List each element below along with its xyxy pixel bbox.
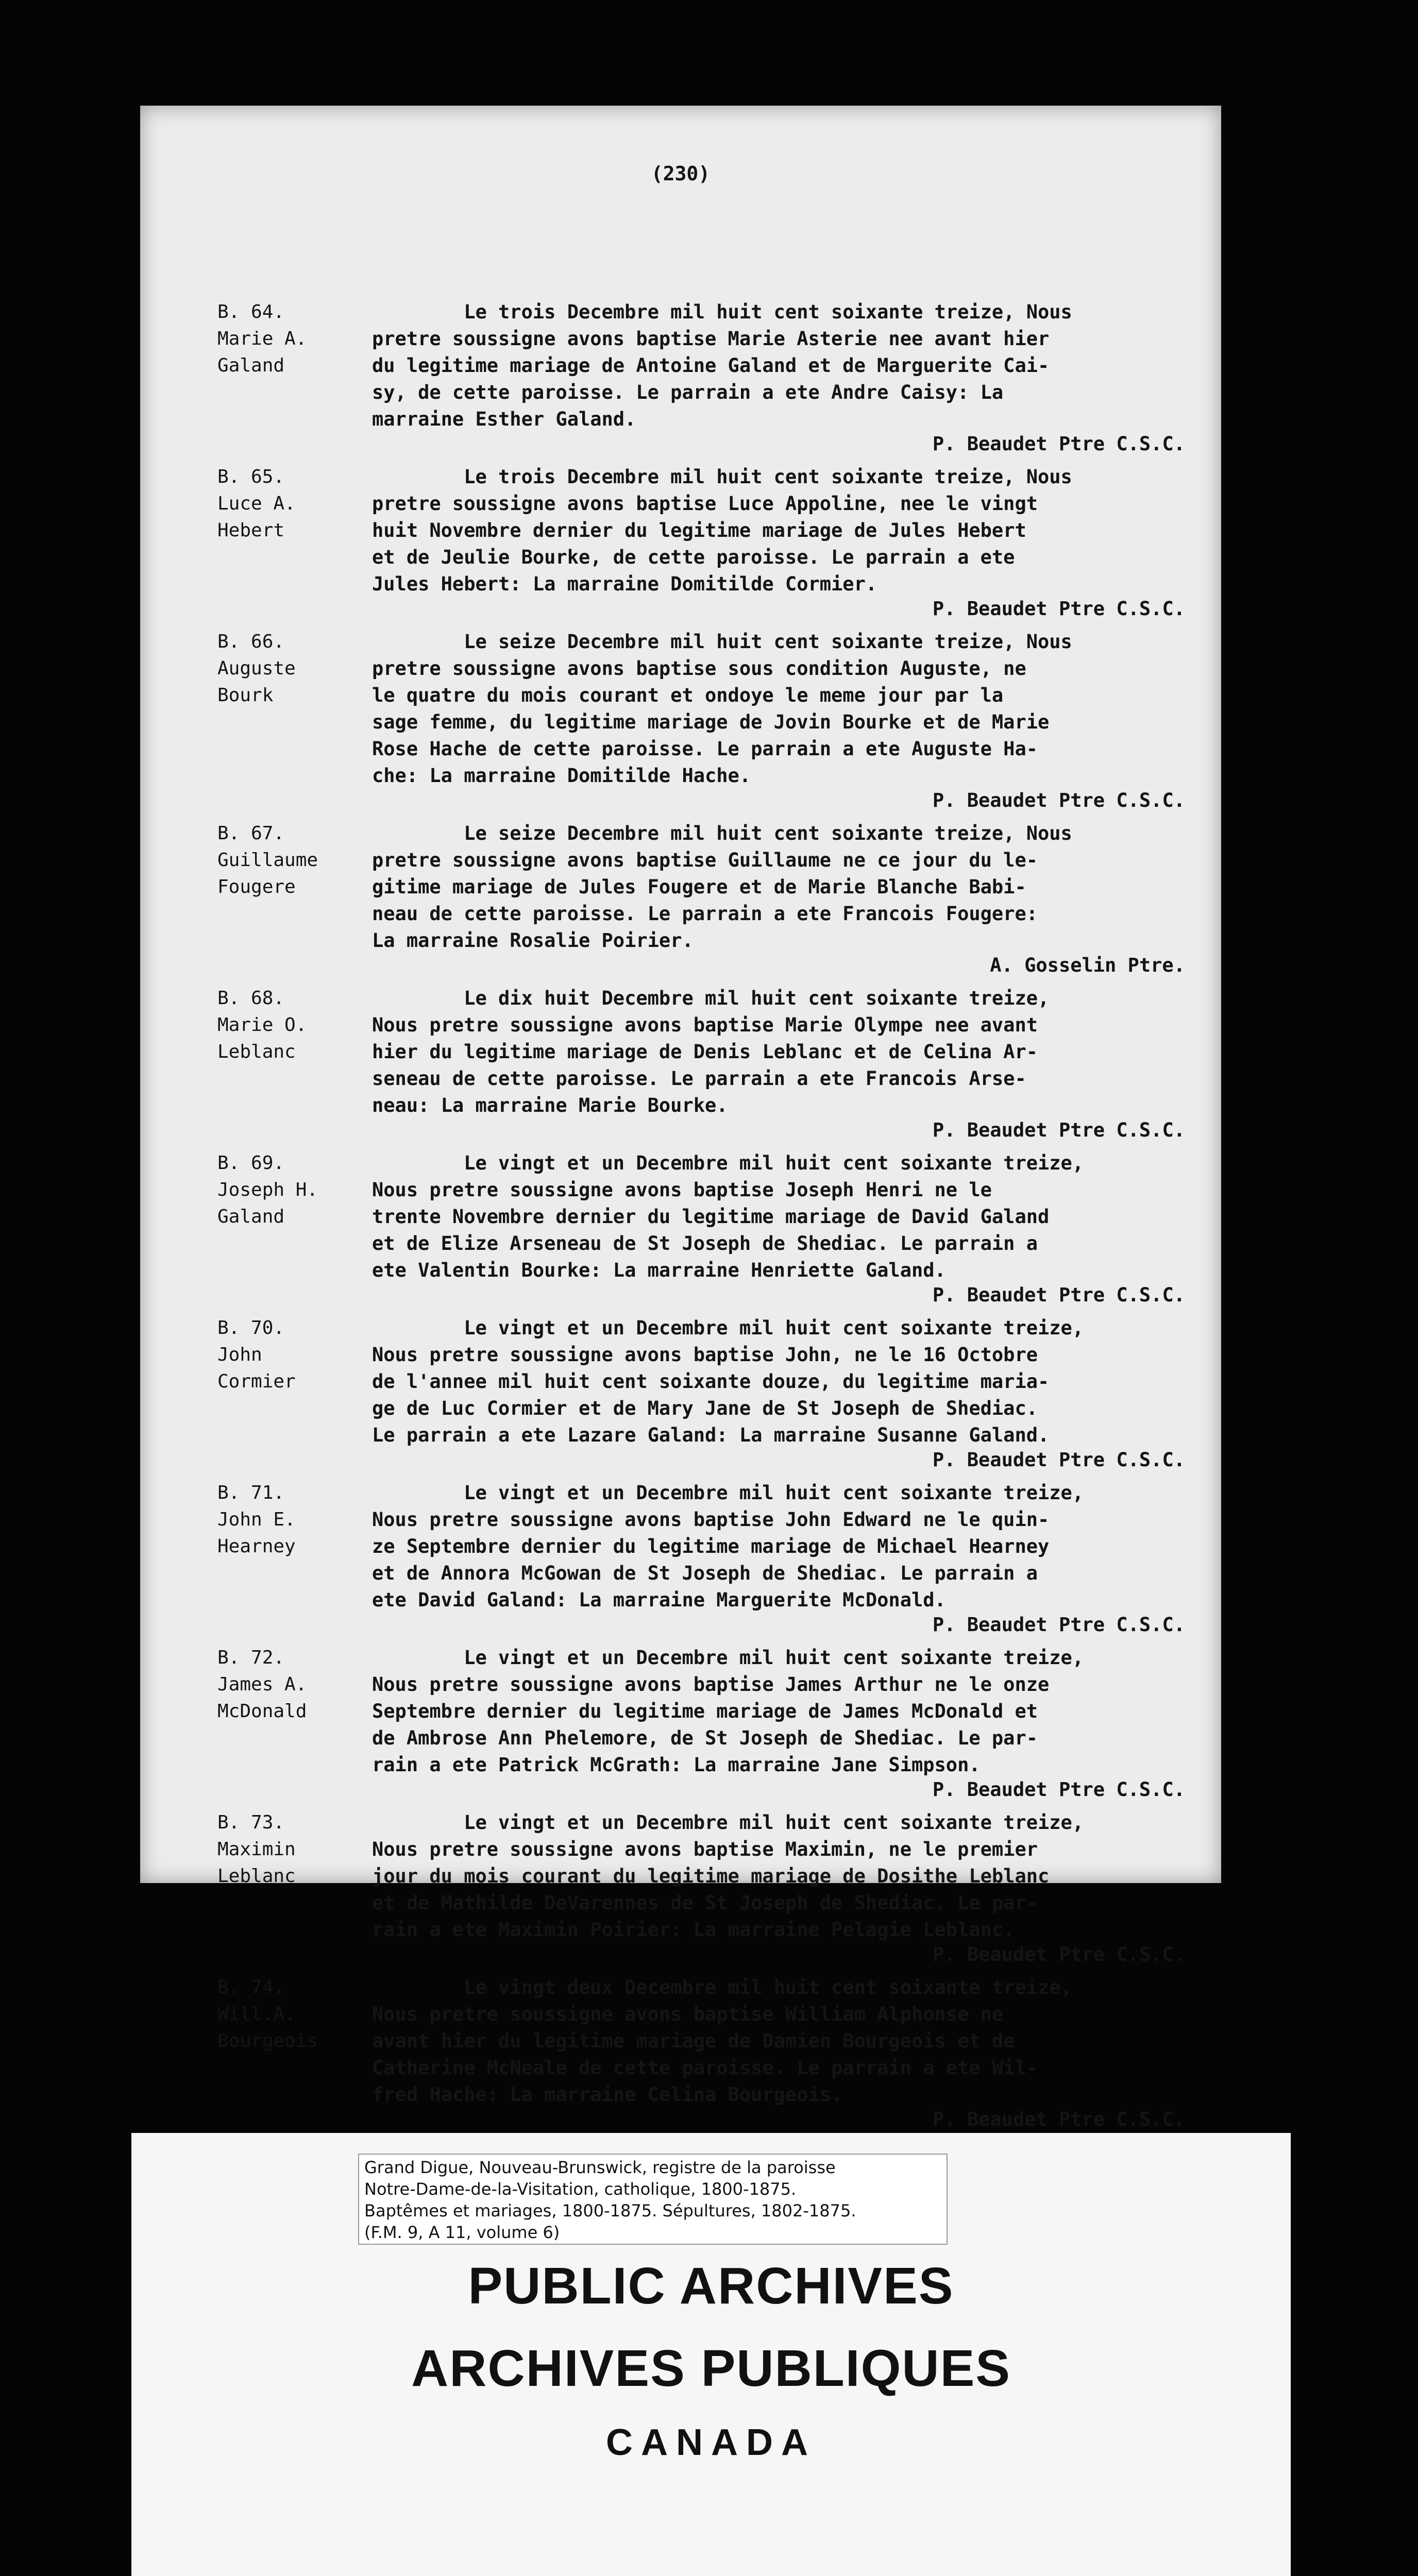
entry-text xyxy=(372,299,1196,433)
archives-publiques-heading: ARCHIVES PUBLIQUES xyxy=(411,2340,1011,2397)
entry-label: B. 71. John E. Hearney xyxy=(217,1482,296,1557)
entry-line: pretre soussigne avons baptise Marie Asterie nee avant hier xyxy=(372,328,1050,350)
archive-caption xyxy=(358,2154,948,2245)
canada-heading: CANADA xyxy=(606,2422,816,2463)
entry-line: pretre soussigne avons baptise sous condition Auguste, ne xyxy=(372,657,1026,680)
entry-line: de Ambrose Ann Phelemore, de St Joseph de Shediac. Le par- xyxy=(372,1727,1038,1749)
caption-line: Baptêmes et mariages, 1800-1875. Sépultures, 1802-1875. xyxy=(364,2201,856,2221)
entry-line: rain a ete Maximin Poirier: La marraine Pelagie Leblanc. xyxy=(372,1919,1015,1941)
entry-label: B. 73. Maximin Leblanc xyxy=(217,1812,296,1887)
entry-line: Septembre dernier du legitime mariage de James McDonald et xyxy=(372,1700,1038,1722)
entry-line: pretre soussigne avons baptise Guillaume ne ce jour du le- xyxy=(372,849,1038,871)
entry-line: Le trois Decembre mil huit cent soixante treize, Nous xyxy=(372,301,1072,323)
page-number: (230) xyxy=(651,162,711,185)
entry-line: sage femme, du legitime mariage de Jovin Bourke et de Marie xyxy=(372,711,1050,733)
entry-line: rain a ete Patrick McGrath: La marraine Jane Simpson. xyxy=(372,1754,981,1776)
entry-text xyxy=(372,1150,1196,1284)
priest-signature: P. Beaudet Ptre C.S.C. xyxy=(932,789,1185,811)
entry-line: ge de Luc Cormier et de Mary Jane de St Joseph de Shediac. xyxy=(372,1397,1038,1419)
priest-signature: P. Beaudet Ptre C.S.C. xyxy=(932,2108,1185,2130)
entry-text xyxy=(372,629,1196,789)
entry-text xyxy=(372,1809,1196,1943)
entry-line: Le vingt et un Decembre mil huit cent soixante treize, xyxy=(372,1317,1084,1339)
entry-line: et de Mathilde DeVarennes de St Joseph de Shediac. Le par- xyxy=(372,1892,1038,1914)
entry-line: marraine Esther Galand. xyxy=(372,408,636,430)
caption-line: Notre-Dame-de-la-Visitation, catholique, 1800-1875. xyxy=(364,2179,797,2199)
entry-line: neau: La marraine Marie Bourke. xyxy=(372,1094,728,1116)
entry-line: gitime mariage de Jules Fougere et de Marie Blanche Babi- xyxy=(372,876,1026,898)
entry-line: pretre soussigne avons baptise Luce Appoline, nee le vingt xyxy=(372,493,1038,515)
entry-line: fred Hache: La marraine Celina Bourgeois. xyxy=(372,2083,843,2106)
entry-line: La marraine Rosalie Poirier. xyxy=(372,929,694,952)
entry-text xyxy=(372,820,1196,954)
entry-line: neau de cette paroisse. Le parrain a ete Francois Fougere: xyxy=(372,903,1038,925)
priest-signature: P. Beaudet Ptre C.S.C. xyxy=(932,433,1185,455)
entry-label: B. 72. James A. McDonald xyxy=(217,1647,307,1722)
entry-label: B. 67. Guillaume Fougere xyxy=(217,823,318,897)
entry-line: Rose Hache de cette paroisse. Le parrain a ete Auguste Ha- xyxy=(372,738,1038,760)
priest-signature: P. Beaudet Ptre C.S.C. xyxy=(932,598,1185,620)
entry-line: et de Jeulie Bourke, de cette paroisse. Le parrain a ete xyxy=(372,546,1015,568)
entry-text xyxy=(372,1974,1196,2108)
entry-line: Nous pretre soussigne avons baptise William Alphonse ne xyxy=(372,2003,1004,2025)
entry-text xyxy=(372,1315,1196,1449)
entry-line: Le dix huit Decembre mil huit cent soixante treize, xyxy=(372,987,1050,1009)
entry-text xyxy=(372,1645,1196,1778)
entry-line: Le vingt et un Decembre mil huit cent soixante treize, xyxy=(372,1811,1084,1834)
caption-line: (F.M. 9, A 11, volume 6) xyxy=(364,2223,560,2242)
entry-line: Jules Hebert: La marraine Domitilde Cormier. xyxy=(372,573,877,595)
entry-label: B. 64. Marie A. Galand xyxy=(217,301,307,376)
entry-line: ze Septembre dernier du legitime mariage de Michael Hearney xyxy=(372,1535,1050,1557)
entry-line: Le vingt deux Decembre mil huit cent soixante treize, xyxy=(372,1976,1072,1998)
priest-signature: P. Beaudet Ptre C.S.C. xyxy=(932,1119,1185,1141)
entry-line: hier du legitime mariage de Denis Leblanc et de Celina Ar- xyxy=(372,1041,1038,1063)
priest-signature: P. Beaudet Ptre C.S.C. xyxy=(932,1943,1185,1965)
caption-line: Grand Digue, Nouveau-Brunswick, registre de la paroisse xyxy=(364,2158,836,2177)
entry-line: avant hier du legitime mariage de Damien Bourgeois et de xyxy=(372,2030,1015,2052)
entry-label: B. 68. Marie O. Leblanc xyxy=(217,988,307,1062)
entry-line: Nous pretre soussigne avons baptise Joseph Henri ne le xyxy=(372,1179,992,1201)
entry-line: sy, de cette paroisse. Le parrain a ete Andre Caisy: La xyxy=(372,381,1004,403)
entry-line: Nous pretre soussigne avons baptise Marie Olympe nee avant xyxy=(372,1014,1038,1036)
entry-line: Catherine McNeale de cette paroisse. Le parrain a ete Wil- xyxy=(372,2057,1038,2079)
entry-line: Le vingt et un Decembre mil huit cent soixante treize, xyxy=(372,1152,1084,1174)
priest-signature: P. Beaudet Ptre C.S.C. xyxy=(932,1778,1185,1801)
entry-line: le quatre du mois courant et ondoye le meme jour par la xyxy=(372,684,1004,706)
entry-label: B. 74. Will.A. Bourgeois xyxy=(217,1977,318,2052)
entry-line: et de Annora McGowan de St Joseph de Shediac. Le parrain a xyxy=(372,1562,1038,1584)
entry-line: Le seize Decembre mil huit cent soixante treize, Nous xyxy=(372,822,1072,844)
entry-text xyxy=(372,985,1196,1119)
entry-label: B. 66. Auguste Bourk xyxy=(217,631,296,706)
priest-signature: P. Beaudet Ptre C.S.C. xyxy=(932,1449,1185,1471)
entry-line: Nous pretre soussigne avons baptise Maximin, ne le premier xyxy=(372,1838,1038,1860)
entry-label: B. 70. John Cormier xyxy=(217,1317,296,1392)
entry-text xyxy=(372,464,1196,598)
priest-signature: P. Beaudet Ptre C.S.C. xyxy=(932,1614,1185,1636)
entry-line: Le seize Decembre mil huit cent soixante treize, Nous xyxy=(372,631,1072,653)
entry-line: che: La marraine Domitilde Hache. xyxy=(372,765,751,787)
entry-line: Le vingt et un Decembre mil huit cent soixante treize, xyxy=(372,1482,1084,1504)
entry-line: Le vingt et un Decembre mil huit cent soixante treize, xyxy=(372,1647,1084,1669)
entry-line: ete Valentin Bourke: La marraine Henriette Galand. xyxy=(372,1259,946,1281)
entry-line: Nous pretre soussigne avons baptise James Arthur ne le onze xyxy=(372,1673,1050,1696)
entry-line: Nous pretre soussigne avons baptise John, ne le 16 Octobre xyxy=(372,1344,1038,1366)
entry-label: B. 69. Joseph H. Galand xyxy=(217,1153,318,1227)
entry-text xyxy=(372,1480,1196,1614)
entry-line: et de Elize Arseneau de St Joseph de Shediac. Le parrain a xyxy=(372,1232,1038,1255)
entry-line: Le trois Decembre mil huit cent soixante treize, Nous xyxy=(372,466,1072,488)
entry-line: trente Novembre dernier du legitime mariage de David Galand xyxy=(372,1206,1050,1228)
priest-signature: P. Beaudet Ptre C.S.C. xyxy=(932,1284,1185,1306)
entry-label: B. 65. Luce A. Hebert xyxy=(217,466,296,541)
archives-card xyxy=(131,2133,1291,2576)
entry-line: Le parrain a ete Lazare Galand: La marraine Susanne Galand. xyxy=(372,1424,1050,1446)
priest-signature: A. Gosselin Ptre. xyxy=(990,954,1185,976)
entry-line: jour du mois courant du legitime mariage de Dosithe Leblanc xyxy=(372,1865,1050,1887)
entry-line: de l'annee mil huit cent soixante douze, du legitime maria- xyxy=(372,1370,1050,1393)
register-page xyxy=(140,106,1221,2130)
entry-line: Nous pretre soussigne avons baptise John Edward ne le quin- xyxy=(372,1509,1050,1531)
entry-line: ete David Galand: La marraine Marguerite McDonald. xyxy=(372,1589,946,1611)
public-archives-heading: PUBLIC ARCHIVES xyxy=(468,2257,954,2315)
entry-line: du legitime mariage de Antoine Galand et de Marguerite Cai- xyxy=(372,354,1050,377)
entry-line: seneau de cette paroisse. Le parrain a ete Francois Arse- xyxy=(372,1067,1026,1090)
entry-line: huit Novembre dernier du legitime mariage de Jules Hebert xyxy=(372,519,1026,541)
